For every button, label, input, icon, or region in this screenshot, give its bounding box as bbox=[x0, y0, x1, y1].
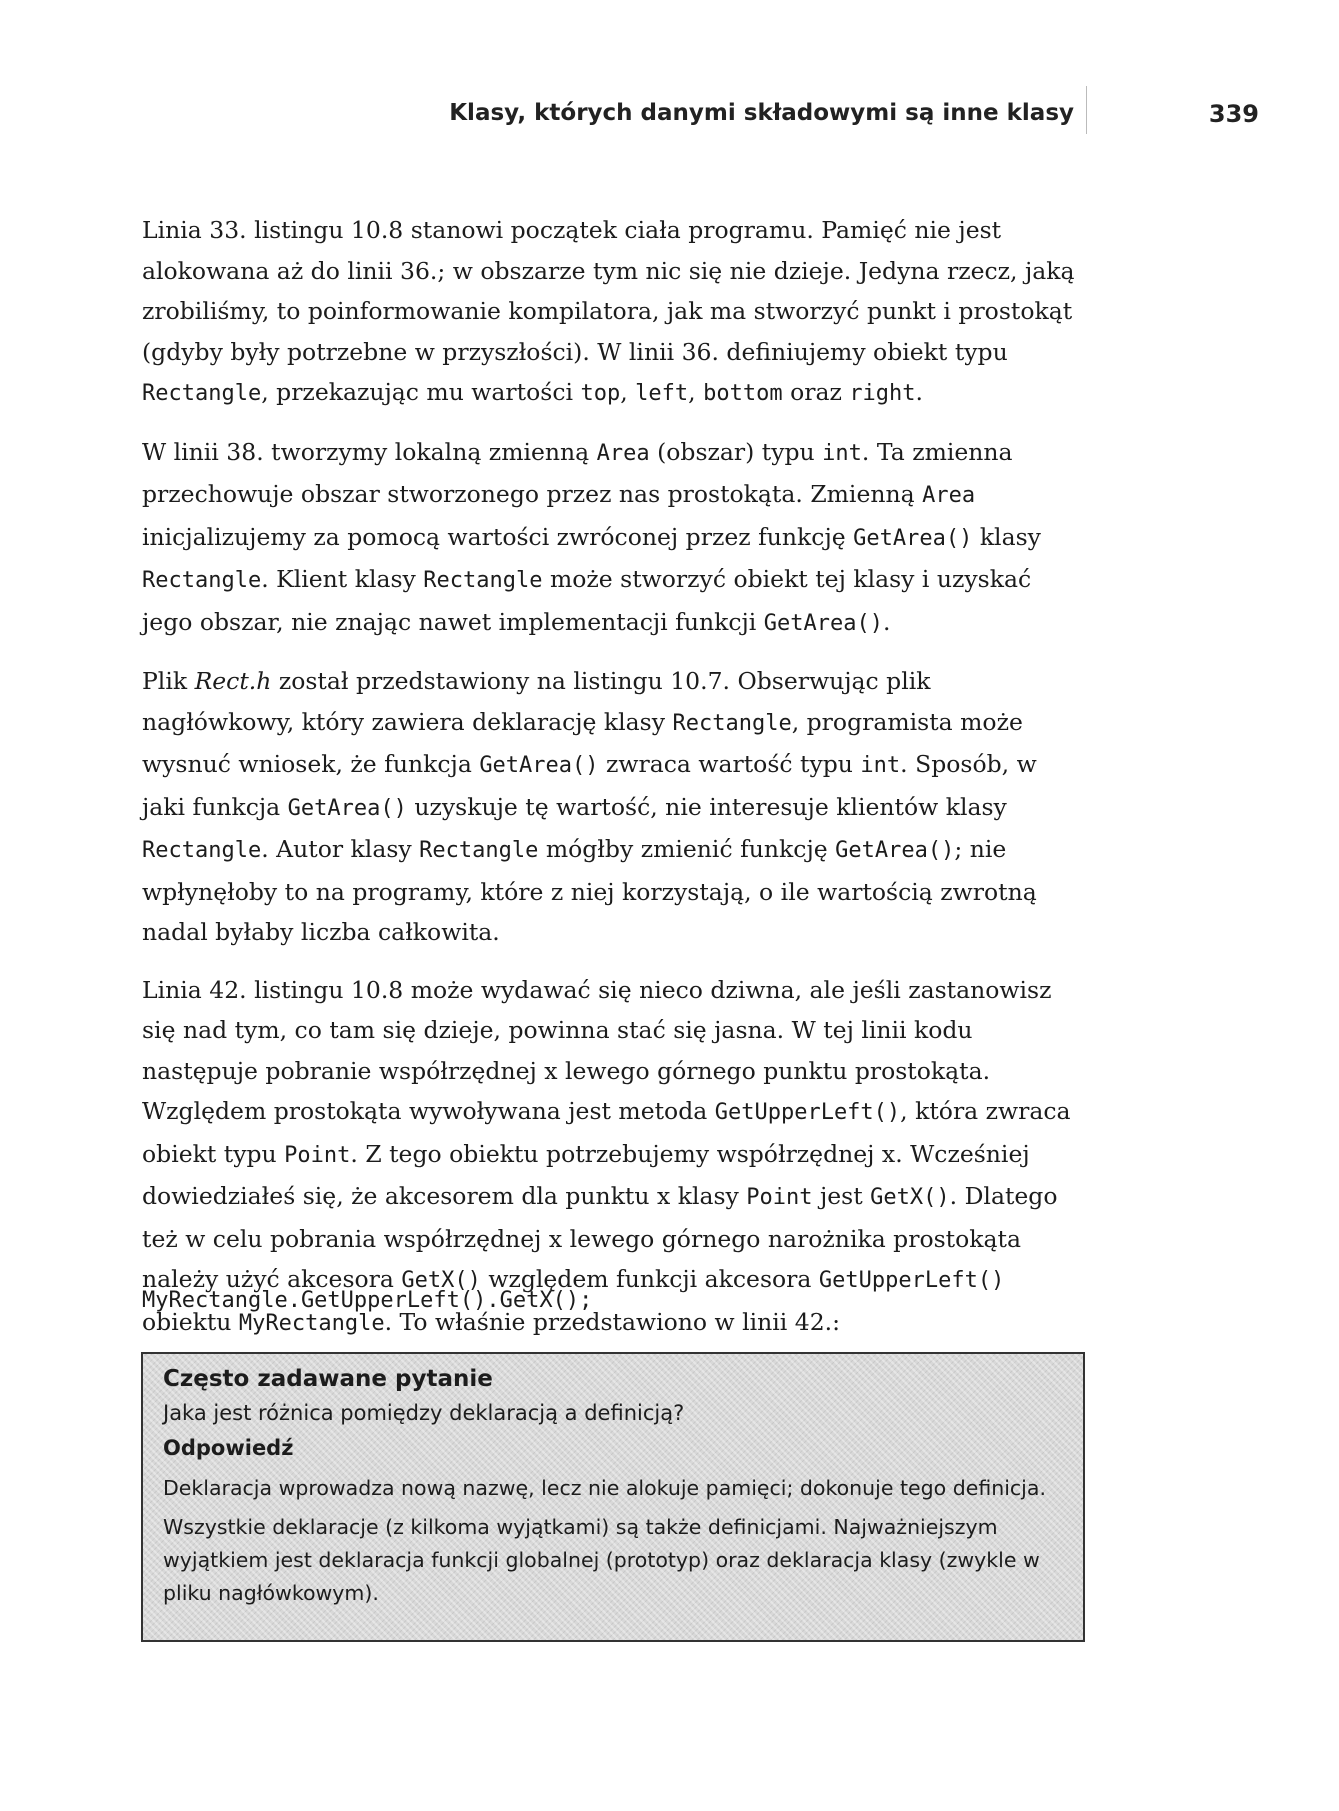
text-run: . bbox=[915, 378, 924, 406]
text-run: , bbox=[688, 378, 704, 406]
text-run: Linia 42. listingu 10.8 może wydawać się nieco dziwna, ale jeśli zastanowisz się nad tym, co tam się dzieje, powinna stać się jasna. W tej linii kodu następuje pobranie współrzędnej x lewego górnego punktu prostokąta. Względem prostokąta wywoływana jest metoda bbox=[142, 975, 1052, 1125]
inline-code: Rectangle bbox=[419, 838, 539, 863]
text-run: , przekazując mu wartości bbox=[261, 378, 581, 406]
inline-code: bottom bbox=[703, 381, 783, 406]
text-run: uzyskuje tę wartość, nie interesuje klientów klasy bbox=[406, 792, 1007, 821]
text-run: względem funkcji akcesora bbox=[480, 1265, 819, 1293]
inline-code: int bbox=[822, 440, 862, 466]
text-run: . bbox=[883, 607, 891, 636]
text-run: oraz bbox=[782, 378, 850, 406]
body-paragraph bbox=[142, 210, 1087, 415]
inline-code: MyRectangle bbox=[238, 1310, 385, 1336]
faq-heading: Często zadawane pytanie bbox=[163, 1366, 493, 1392]
text-run: jest bbox=[812, 1182, 871, 1210]
text-run: zwraca wartość typu bbox=[598, 750, 861, 778]
text-run: inicjalizujemy za pomocą wartości zwróconej przez funkcję bbox=[142, 522, 854, 551]
text-run: obiektu bbox=[142, 1307, 239, 1336]
inline-code: GetArea() bbox=[763, 610, 883, 636]
inline-code: GetUpperLeft() bbox=[714, 1100, 901, 1125]
inline-code: Rectangle bbox=[672, 710, 792, 736]
text-run: mógłby zmienić funkcję bbox=[538, 835, 836, 863]
text-run: może stworzyć obiekt tej klasy i uzyskać jego obszar, nie znając nawet implementacji funkcji bbox=[142, 565, 1032, 636]
text-run: . Dlatego też w celu pobrania współrzędnej x lewego górnego narożnika prostokąta należy użyć akcesora bbox=[142, 1182, 1058, 1293]
text-run: (obszar) typu bbox=[649, 437, 823, 466]
text-run: został przedstawiony na listingu 10.7. Obserwując plik nagłówkowy, który zawiera deklarację klasy bbox=[142, 667, 931, 736]
body-text bbox=[142, 210, 1087, 1361]
text-run: . Sposób, w jaki funkcja bbox=[142, 750, 1037, 821]
text-run: , programista może wysnuć wniosek, że funkcja bbox=[142, 707, 1023, 778]
text-run: . Autor klasy bbox=[261, 835, 420, 863]
inline-code: Area bbox=[922, 483, 976, 508]
text-run: , która zwraca obiekt typu bbox=[142, 1097, 1071, 1168]
header-divider bbox=[1086, 86, 1087, 134]
page-number: 339 bbox=[1208, 100, 1259, 128]
inline-code: int bbox=[860, 753, 901, 778]
text-run: W linii 38. tworzymy lokalną zmienną bbox=[142, 437, 597, 466]
inline-code: GetX() bbox=[870, 1185, 950, 1210]
text-run: . Z tego obiektu potrzebujemy współrzędnej x. Wcześniej dowiedziałeś się, że akcesorem dla punktu x klasy bbox=[142, 1139, 1030, 1210]
text-run: . To właśnie przedstawiono w linii 42.: bbox=[384, 1307, 841, 1336]
text-run: Plik bbox=[142, 667, 195, 695]
header-title: Klasy, których danymi składowymi są inne klasy bbox=[449, 100, 1074, 126]
inline-code: GetArea() bbox=[835, 838, 955, 863]
body-paragraph bbox=[142, 661, 1087, 953]
text-run: Linia 33. listingu 10.8 stanowi początek ciała programu. Pamięć nie jest alokowana aż do linii 36.; w obszarze tym nic się nie dzieje. Jedyna rzecz, jaką zrobiliśmy, to poinformowanie kompilatora, jak ma stworzyć punkt i prostokąt (gdyby były potrzebne w przyszłości). W linii 36. definiujemy obiekt typu bbox=[142, 216, 1075, 366]
italic-text: Rect.h bbox=[194, 667, 272, 695]
faq-answer-paragraph: Deklaracja wprowadza nową nazwę, lecz nie alokuje pamięci; dokonuje tego definicja. bbox=[163, 1476, 1046, 1500]
inline-code: top bbox=[580, 381, 621, 406]
text-run: , bbox=[620, 378, 636, 406]
text-run: . Klient klasy bbox=[261, 565, 424, 593]
text-run: ; nie wpłynęłoby to na programy, które z niej korzystają, o ile wartością zwrotną nadal byłaby liczba całkowita. bbox=[142, 835, 1037, 946]
inline-code: right bbox=[849, 381, 916, 406]
inline-code: GetX() bbox=[401, 1268, 481, 1293]
inline-code: Area bbox=[596, 440, 650, 466]
inline-code: Point bbox=[746, 1185, 813, 1210]
faq-answer-label: Odpowiedź bbox=[163, 1436, 294, 1460]
text-run: . Ta zmienna przechowuje obszar stworzonego przez nas prostokąta. Zmienną bbox=[142, 437, 1013, 508]
inline-code: left bbox=[635, 381, 689, 406]
inline-code: Point bbox=[284, 1142, 351, 1168]
body-paragraph bbox=[142, 432, 1087, 645]
inline-code: Rectangle bbox=[142, 568, 262, 593]
text-run: klasy bbox=[972, 522, 1041, 551]
inline-code: Rectangle bbox=[142, 838, 262, 863]
faq-answer-paragraph: Wszystkie deklaracje (z kilkoma wyjątkami) są także definicjami. Najważniejszym wyjątkiem jest deklaracja funkcji globalnej (prototyp) oraz deklaracja klasy (zwykle w pliku nagłówkowym). bbox=[163, 1515, 1040, 1605]
inline-code: Rectangle bbox=[423, 568, 543, 593]
inline-code: GetArea() bbox=[287, 795, 407, 821]
inline-code: GetArea() bbox=[479, 753, 599, 778]
code-snippet: MyRectangle.GetUpperLeft().GetX(); bbox=[142, 1288, 593, 1313]
inline-code: Rectangle bbox=[142, 381, 262, 406]
faq-question: Jaka jest różnica pomiędzy deklaracją a definicją? bbox=[163, 1401, 685, 1425]
inline-code: GetArea() bbox=[853, 525, 973, 551]
inline-code: GetUpperLeft() bbox=[818, 1268, 1005, 1293]
faq-box bbox=[141, 1352, 1085, 1642]
